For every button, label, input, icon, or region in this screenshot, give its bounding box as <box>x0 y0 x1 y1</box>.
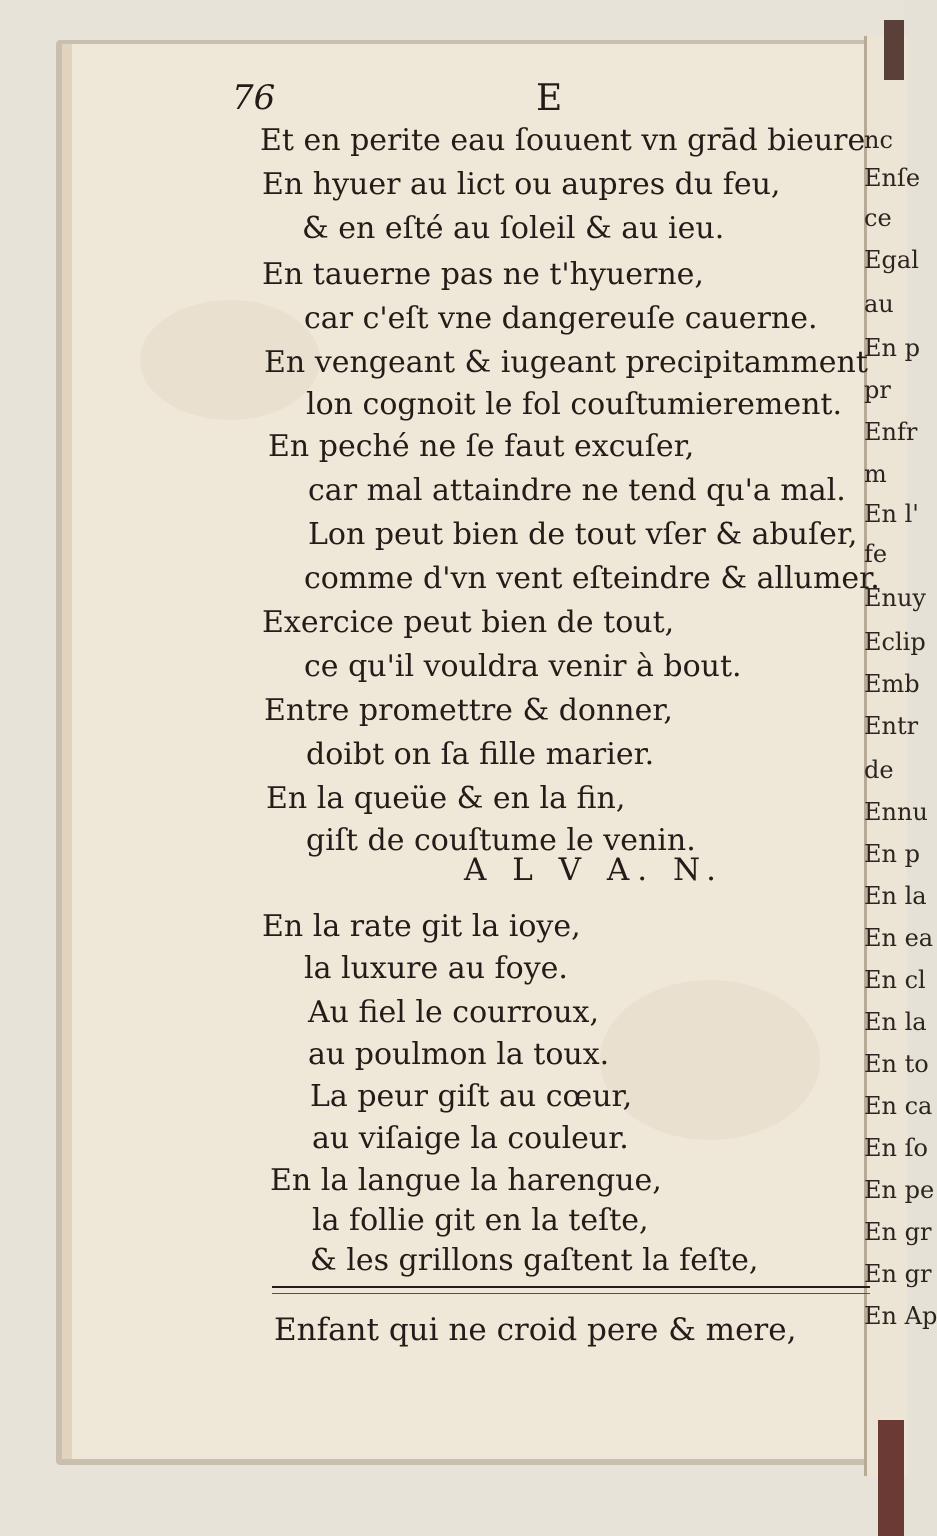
verse-line: doibt on ſa fille marier. <box>306 737 655 772</box>
facing-fragment: de <box>864 756 894 784</box>
verse-line: En hyuer au lict ou aupres du feu, <box>262 167 781 202</box>
facing-fragment: En la <box>864 1008 927 1036</box>
verse-line: En la rate git la ioye, <box>262 909 581 944</box>
verse-line: au viſaige la couleur. <box>312 1121 629 1156</box>
facing-fragment: fe <box>864 540 888 568</box>
facing-fragment: nc <box>864 126 893 154</box>
verse-line: lon cognoit le fol couſtumierement. <box>306 387 843 422</box>
facing-fragment: Emb <box>864 670 920 698</box>
verse-line: Entre promettre & donner, <box>264 693 673 728</box>
facing-fragment: En cl <box>864 966 926 994</box>
running-head: E <box>536 78 563 119</box>
binding-top <box>884 20 904 80</box>
divider-rule <box>272 1286 870 1288</box>
verse-line: En tauerne pas ne t'hyuerne, <box>262 257 704 292</box>
facing-fragment: En p <box>864 334 920 362</box>
verse-line: Au fiel le courroux, <box>308 995 600 1030</box>
facing-fragment: En gr <box>864 1218 932 1246</box>
facing-fragment: m <box>864 460 887 488</box>
verse-line: car c'eſt vne dangereuſe cauerne. <box>304 301 818 336</box>
page-header <box>0 78 904 118</box>
facing-fragment: En to <box>864 1050 929 1078</box>
facing-fragment: En l' <box>864 500 919 528</box>
facing-fragment: Egal <box>864 246 919 274</box>
facing-fragment: Entr <box>864 712 919 740</box>
verse-line: la follie git en la teſte, <box>312 1203 649 1238</box>
verse-line: En la langue la harengue, <box>270 1163 662 1198</box>
verse-line: au poulmon la toux. <box>308 1037 610 1072</box>
facing-fragment: Enfr <box>864 418 918 446</box>
facing-fragment: Enuy <box>864 584 926 612</box>
facing-fragment: au <box>864 290 894 318</box>
section-heading: A L V A. N. <box>464 852 725 888</box>
divider-rule-secondary <box>272 1293 870 1294</box>
verse-line: En la queüe & en la fin, <box>266 781 626 816</box>
verse-line: Et en perite eau ſouuent vn grād bieure <box>260 123 866 158</box>
facing-fragment: Eclip <box>864 628 926 656</box>
verse-line: comme d'vn vent eſteindre & allumer. <box>304 561 880 596</box>
facing-fragment: En p <box>864 840 920 868</box>
verse-line: La peur giſt au cœur, <box>310 1079 633 1114</box>
binding-bottom <box>878 1420 904 1536</box>
facing-fragment: Ennu <box>864 798 928 826</box>
facing-fragment: En gr <box>864 1260 932 1288</box>
verse-line: En peché ne ſe faut excuſer, <box>268 429 695 464</box>
verse-line: & les grillons gaſtent la feſte, <box>310 1243 759 1278</box>
page-number: 76 <box>232 78 276 118</box>
facing-fragment: En la <box>864 882 927 910</box>
verse-line: la luxure au foye. <box>304 951 568 986</box>
verse-line: Exercice peut bien de tout, <box>262 605 675 640</box>
verse-line: Lon peut bien de tout vſer & abuſer, <box>308 517 858 552</box>
facing-fragment: En Ap <box>864 1302 937 1330</box>
verse-line: & en eſté au ſoleil & au ieu. <box>302 211 725 246</box>
verse-line: car mal attaindre ne tend qu'a mal. <box>308 473 846 508</box>
facing-fragment: En ea <box>864 924 934 952</box>
catchword: Enfant qui ne croid pere & mere, <box>274 1312 797 1348</box>
facing-fragment: En ca <box>864 1092 933 1120</box>
verse-line: En vengeant & iugeant precipitamment <box>264 345 868 380</box>
verse-line: ce qu'il vouldra venir à bout. <box>304 649 742 684</box>
verse-line: giſt de couſtume le venin. <box>306 823 696 858</box>
facing-fragment: ce <box>864 204 892 232</box>
paper-stain <box>600 980 820 1140</box>
facing-fragment: En pe <box>864 1176 935 1204</box>
facing-fragment: Enſe <box>864 164 921 192</box>
facing-fragment: pr <box>864 376 891 404</box>
facing-fragment: En ſo <box>864 1134 928 1162</box>
